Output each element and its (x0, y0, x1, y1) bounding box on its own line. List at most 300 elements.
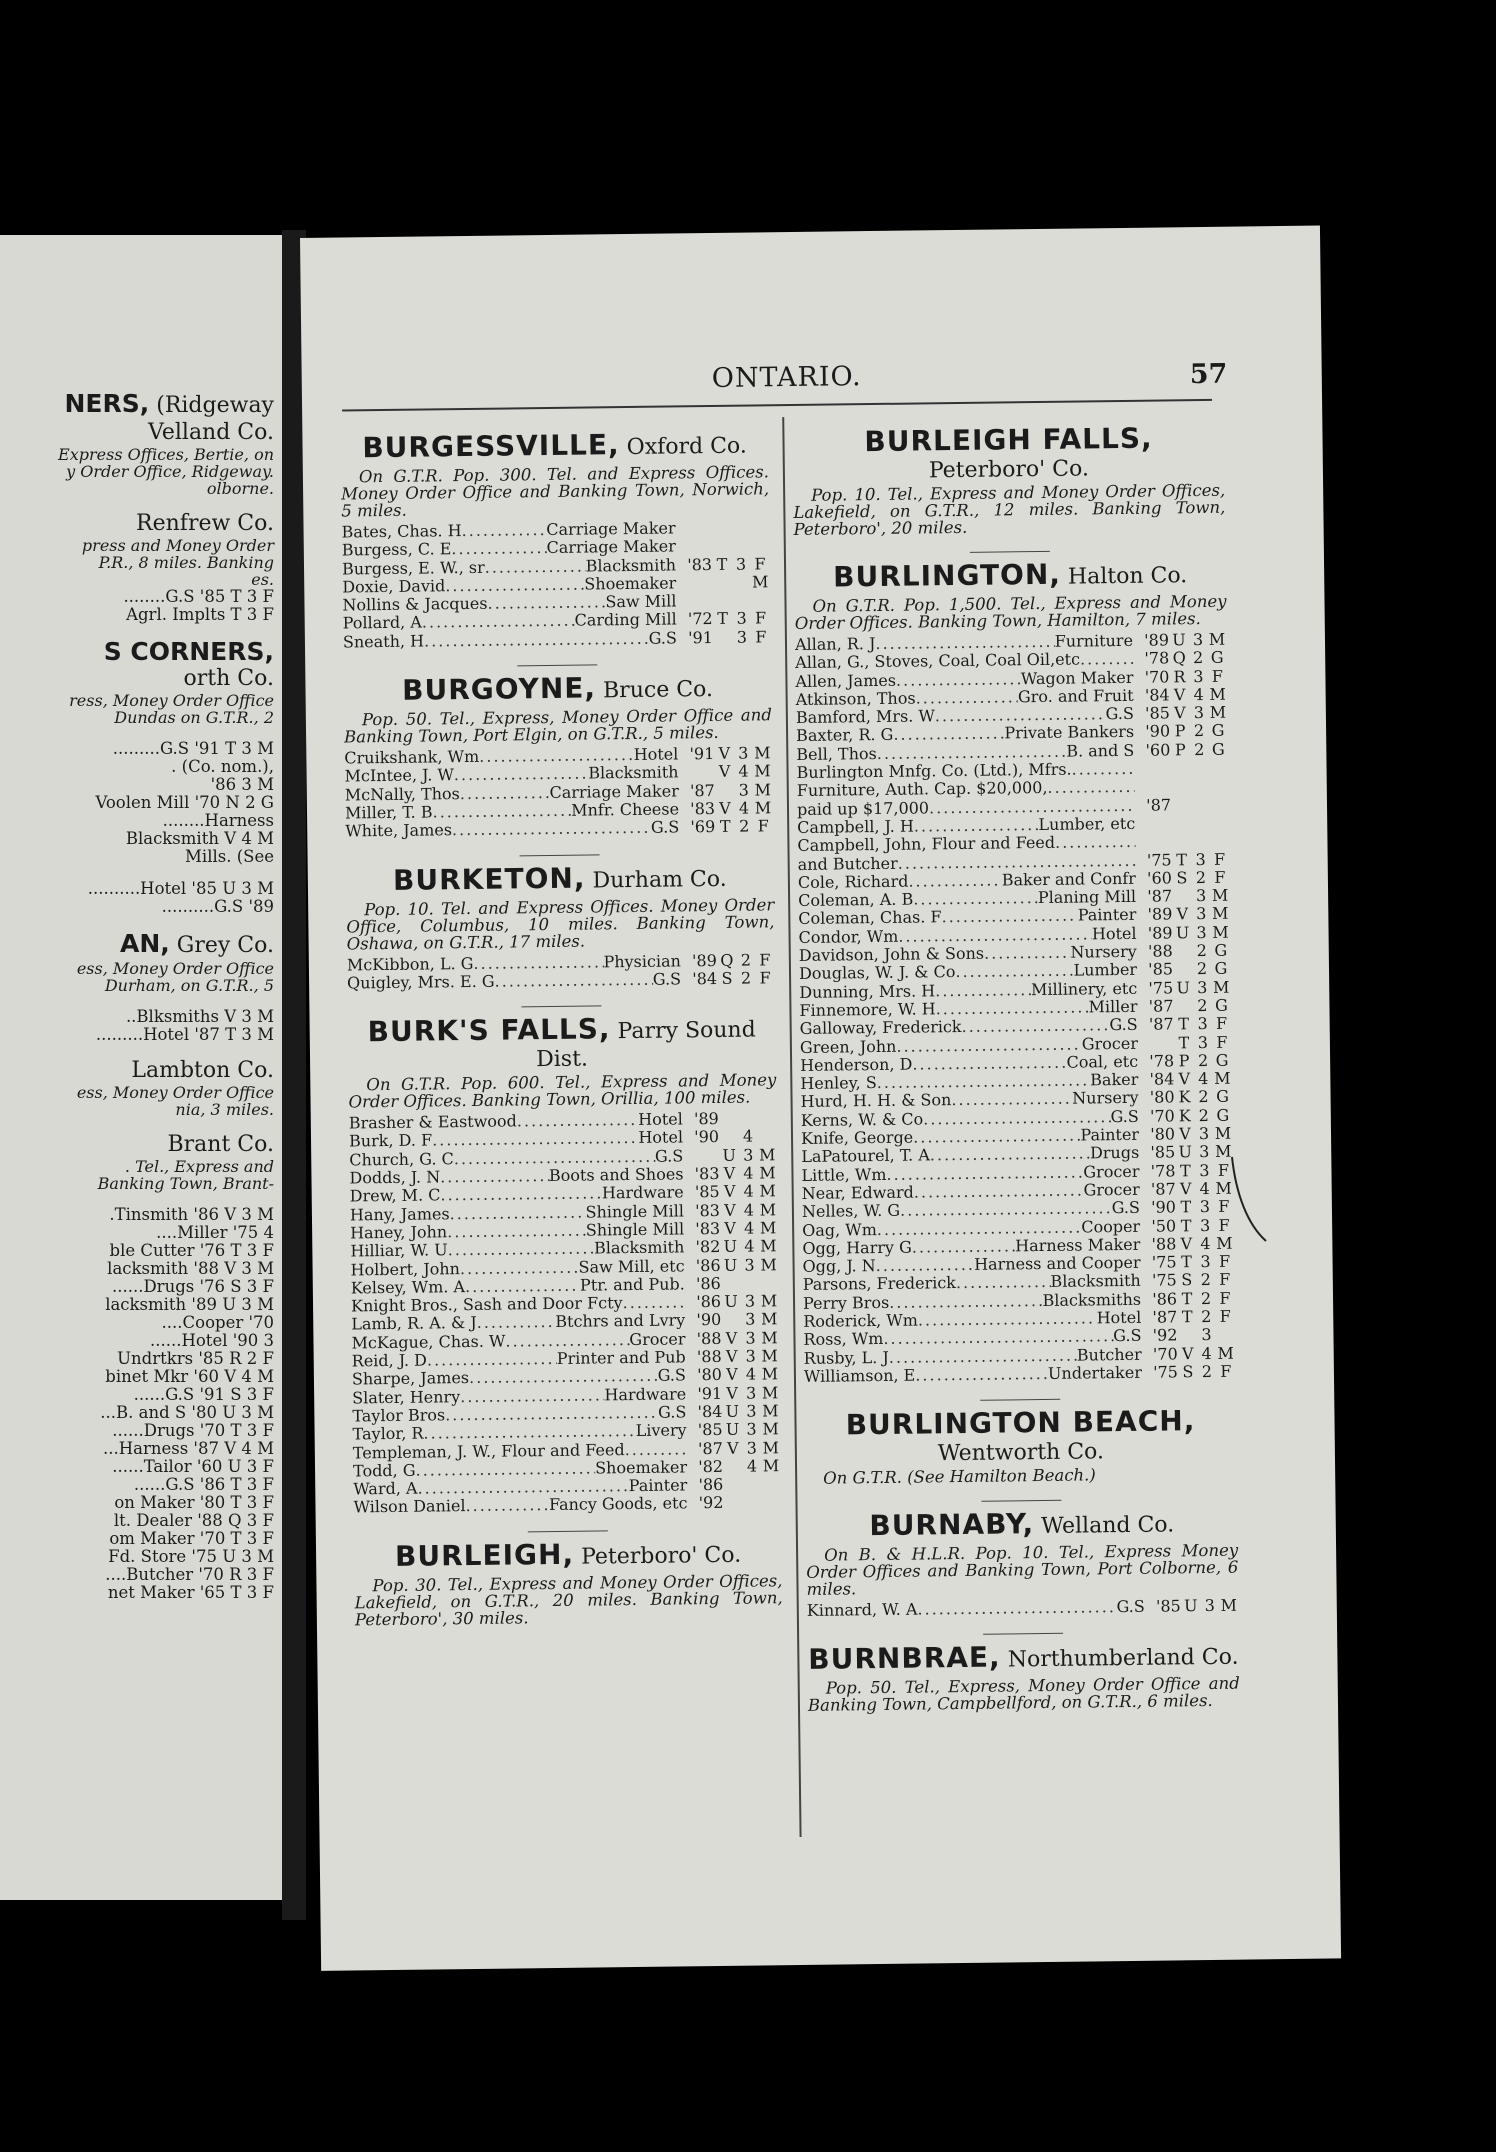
listing-name: Williamson, E (803, 1365, 916, 1386)
listing-credit: V (1173, 685, 1186, 705)
listing-name: Sharpe, James (351, 1368, 470, 1389)
leader-dots (912, 1054, 1066, 1074)
listing-capital: 3 (1197, 1032, 1209, 1052)
listing-credit: V (726, 1438, 739, 1458)
listing-credit (712, 592, 732, 611)
listing-credit: V (719, 798, 731, 818)
leader-dots (893, 725, 1004, 745)
town-description: On G.T.R. Pop. 600. Tel., Express and Money Order Offices. Banking Town, Orillia, 100 miles. (348, 1070, 777, 1112)
fragment-row: .Tinsmith '86 V 3 M (109, 1205, 274, 1224)
listing-rating: F (759, 949, 771, 970)
listing-name: Dodds, J. N (349, 1167, 441, 1188)
listing-credit: V (723, 1163, 736, 1183)
fragment-town: S CORNERS, (103, 637, 274, 666)
leader-dots (886, 1163, 1083, 1184)
town-entry (806, 1507, 1239, 1621)
leader-dots (461, 521, 546, 540)
town-description: Pop. 10. Tel., Express and Money Order Offices, Lakefield, on G.T.R., 12 miles. Banking Town, Peterboro', 20 miles. (793, 480, 1226, 539)
listing-year: '84 (1144, 685, 1170, 705)
listing-trade: Saw Mill (605, 591, 677, 612)
listing-year: '88 (696, 1328, 722, 1348)
listing-credit: T (716, 554, 728, 574)
fragment-row: .........G.S '91 T 3 M (112, 739, 274, 758)
listing-year: '89 (1147, 904, 1173, 925)
town-name: BURLEIGH FALLS, (864, 421, 1153, 459)
leader-dots (440, 1167, 549, 1187)
listing-credit: V (1178, 1069, 1191, 1089)
listing-name: Nelles, W. G (801, 1200, 901, 1222)
fragment-row: '86 3 M (210, 775, 274, 794)
leader-dots (460, 1386, 604, 1406)
fragment-gap (0, 866, 274, 880)
leader-dots (445, 575, 584, 595)
listing-rating: F (1219, 1306, 1231, 1326)
fragment-row: binet Mkr '60 V 4 M (105, 1367, 274, 1386)
listing-rating: M (1212, 904, 1229, 924)
listing-rating: F (1214, 867, 1226, 887)
listing-capital (741, 1274, 759, 1293)
town-entry (807, 1640, 1240, 1714)
listing-name: Oag, Wm (802, 1219, 877, 1240)
listing-credit: U (1183, 1596, 1198, 1616)
fragment-desc: Durham, on G.T.R., 5 (104, 976, 274, 995)
town-description: On B. & H.L.R. Pop. 10. Tel., Express Money Order Offices and Banking Town, Port Colborne, 6 miles. (806, 1540, 1239, 1600)
listing-trade: Carriage Maker (546, 518, 676, 540)
leader-dots (432, 802, 571, 822)
listing-capital: 3 (746, 1419, 757, 1439)
listing-rating: G (1216, 1105, 1230, 1125)
listing-capital: 3 (1198, 1123, 1210, 1144)
listing-name: Kerns, W. & Co (800, 1109, 924, 1130)
listing-capital: 2 (1200, 1288, 1212, 1308)
leader-dots (415, 1459, 595, 1479)
listing-capital: 3 (1195, 849, 1206, 869)
town-description: Pop. 30. Tel., Express and Money Order Offices, Lakefield, on G.T.R., 20 miles. Banking Town, Peterboro', 30 miles. (354, 1570, 783, 1630)
listing-row (347, 969, 775, 993)
listing-credit: V (723, 1182, 736, 1202)
listing-year (683, 1147, 719, 1166)
listing-name: Coleman, Chas. F (798, 907, 942, 929)
listing-rating: M (754, 779, 772, 800)
fragment-row: ..........Hotel '85 U 3 M (87, 879, 274, 898)
listing-name: paid up $17,000 (796, 798, 930, 819)
listing-trade: G.S (1116, 1596, 1145, 1617)
fragment-desc: press and Money Order (81, 536, 274, 555)
listing-rating: M (762, 1456, 780, 1476)
listing-year (678, 763, 714, 782)
listing-name: McKibbon, L. G (346, 953, 474, 975)
listing-rating (750, 537, 770, 556)
listing-year: '87 (1150, 1179, 1176, 1199)
listing-rating: F (1213, 849, 1226, 869)
county-name: Peterboro' Co. (573, 1542, 742, 1570)
listing-rating: F (759, 968, 771, 988)
listing-credit: T (1179, 1160, 1191, 1180)
leader-dots (448, 1240, 595, 1260)
listing-rating: G (1214, 940, 1228, 960)
fragment-row: ......G.S '86 T 3 F (133, 1475, 274, 1494)
listing-trade: Blacksmith (593, 1237, 685, 1258)
fragment-desc: Banking Town, Brant- (97, 1174, 274, 1193)
listing-capital: 3 (738, 743, 749, 763)
listing-credit: U (724, 1291, 738, 1312)
listing-credit (721, 1311, 741, 1330)
listing-rating: F (1219, 1288, 1231, 1308)
listing-rating: M (759, 1163, 776, 1183)
listing-capital: 3 (744, 1291, 756, 1311)
listing-rating: M (1216, 1233, 1233, 1253)
listing-trade: Grocer (1081, 1033, 1139, 1054)
listing-trade: Carriage Maker (546, 536, 676, 558)
listing-trade: G.S (654, 1146, 684, 1166)
listing-name: Ogg, Harry G (802, 1237, 912, 1258)
entry-separator (981, 1500, 1061, 1502)
fragment-desc: ess, Money Order Office (76, 959, 274, 978)
leader-dots (913, 1127, 1080, 1147)
listing-year (1135, 833, 1171, 852)
directory-page (300, 226, 1341, 1971)
listing-capital: 2 (1201, 1306, 1212, 1327)
listing-trade: G.S (1111, 1198, 1141, 1218)
town-heading (804, 1406, 1237, 1468)
listing-credit: T (1180, 1215, 1192, 1235)
listing-capital: 3 (1199, 1142, 1210, 1162)
listing-rating: M (1217, 1343, 1234, 1363)
listing-capital: 3 (1196, 922, 1207, 942)
fragment-desc: y Order Office, Ridgeway. (66, 462, 274, 481)
listing-name: Furniture, Auth. Cap. $20,000, (796, 778, 1048, 801)
fragment-desc: Express Offices, Bertie, on (58, 445, 274, 464)
listing-rating: F (1217, 1160, 1230, 1180)
listing-year (676, 537, 712, 556)
listing-year (675, 519, 711, 538)
listing-capital: 3 (743, 1145, 754, 1165)
listing-year: '88 (1151, 1234, 1177, 1254)
listing-capital: 3 (736, 609, 747, 629)
fragment-row: ......Drugs '70 T 3 F (112, 1421, 274, 1440)
listing-rating: G (1210, 648, 1224, 668)
listing-name: Knight Bros., Sash and Door Fcty (350, 1293, 623, 1316)
listing-year: '87 (1148, 1014, 1174, 1034)
listing-year: '92 (698, 1493, 724, 1513)
listing-credit: P (1178, 1051, 1190, 1071)
fragment-row: ......Drugs '76 S 3 F (111, 1277, 274, 1296)
listing-credit: S (1181, 1270, 1193, 1290)
listing-capital: 4 (746, 1456, 758, 1476)
column-left (340, 422, 783, 1644)
listing-trade: Saw Mill, etc (578, 1255, 685, 1277)
listing-name: Rusby, L. J (803, 1347, 889, 1368)
fragment-gap (0, 916, 274, 930)
listing-rating: F (1216, 1032, 1228, 1052)
listing-rating: M (754, 761, 771, 781)
listing-trade: Printer and Pub (556, 1347, 686, 1368)
listing-name: Burk, D. F (348, 1130, 433, 1151)
listing-rating: M (760, 1291, 778, 1311)
listing-trade: Baker and Confr (1001, 868, 1136, 890)
fragment-county: (Ridgeway (149, 393, 274, 418)
listing-rating: M (762, 1419, 779, 1439)
fragment-row: ....Butcher '70 R 3 F (105, 1565, 274, 1584)
listing-name: Nollins & Jacques (342, 593, 488, 615)
listing-year: '70 (1152, 1343, 1178, 1364)
listing-name: Little, Wm (801, 1164, 887, 1185)
listing-year: '83 (695, 1200, 721, 1220)
listing-trade: Painter (1080, 1124, 1140, 1145)
listing-trade: Shingle Mill (585, 1201, 685, 1222)
listing-credit: V (725, 1328, 738, 1348)
listing-credit: V (726, 1365, 738, 1385)
fragment-row: lacksmith '88 V 3 M (107, 1259, 274, 1278)
listing-capital: 3 (735, 554, 747, 574)
listing-capital: 3 (1200, 1252, 1211, 1272)
listing-year (1135, 814, 1171, 833)
listing-credit: U (722, 1145, 737, 1165)
listing-name: Kelsey, Wm. A (350, 1276, 466, 1298)
listing-trade: Wagon Maker (1020, 667, 1134, 688)
listing-rating: M (1208, 629, 1226, 649)
listing-trade: Planing Mill (1037, 886, 1137, 908)
listing-capital: 4 (744, 1236, 755, 1256)
listing-rating: G (1214, 995, 1228, 1015)
listing-capital: 3 (746, 1401, 757, 1421)
listing-rating: G (1216, 1087, 1230, 1107)
listing-year (676, 592, 712, 611)
fragment-row: ........Harness (162, 811, 274, 830)
listing-trade: Painter (628, 1475, 688, 1496)
listing-rating (761, 1494, 781, 1513)
listing-trade: Coal, etc (1066, 1051, 1139, 1072)
leader-dots (465, 1496, 549, 1515)
listing-name: Slater, Henry (352, 1386, 461, 1408)
listing-capital: 3 (746, 1438, 758, 1458)
listing-year: '83 (695, 1218, 721, 1239)
listing-credit: T (717, 609, 729, 629)
leader-dots (984, 944, 1071, 963)
listing-name: Hany, James (349, 1203, 450, 1225)
listing-rating: M (759, 1199, 777, 1220)
listing-rating (1209, 814, 1229, 833)
listing-capital (1191, 832, 1209, 851)
listing-trade: Hardware (604, 1383, 687, 1404)
listing-name: Campbell, John, Flour and Feed (797, 833, 1056, 856)
listing-credit: T (1181, 1288, 1193, 1308)
listing-trade: G.S (648, 628, 678, 648)
listing-credit: S (1176, 868, 1188, 888)
leader-dots (956, 1273, 1051, 1292)
listing-year (1134, 759, 1170, 778)
leader-dots (936, 998, 1089, 1018)
listing-year: '80 (1149, 1087, 1175, 1108)
listing-name: Knife, George (800, 1127, 914, 1148)
listing-credit: V (1181, 1343, 1194, 1363)
listing-rating (757, 1109, 777, 1128)
listing-capital: 4 (738, 761, 749, 782)
listing-name: Taylor, R (352, 1423, 424, 1444)
listing-credit: T (1180, 1197, 1192, 1217)
listing-year: '84 (697, 1401, 723, 1422)
listing-capital: 3 (1195, 886, 1207, 906)
listing-year: '85 (1148, 959, 1174, 980)
listing-year: '85 (694, 1182, 720, 1202)
listing-capital: 2 (739, 816, 750, 836)
listing-trade: Btchrs and Lvry (555, 1310, 686, 1332)
listing-trade: Blacksmiths (1042, 1289, 1142, 1310)
listing-year: '89 (691, 950, 717, 970)
listing-year: '87 (689, 780, 715, 800)
listing-capital (1191, 777, 1209, 796)
listing-credit: U (725, 1419, 740, 1440)
fragment-desc: P.R., 8 miles. Banking (98, 553, 274, 572)
listing-year: '78 (1150, 1160, 1176, 1181)
fragment-town: NERS, (64, 389, 150, 418)
listing-capital: 4 (1198, 1069, 1209, 1089)
town-description: Pop. 50. Tel., Express, Money Order Office and Banking Town, Campbellford, on G.T.R., 6 miles. (807, 1674, 1240, 1716)
listing-year: '87 (1152, 1307, 1178, 1327)
listing-name: Burgess, E. W., sr (341, 557, 485, 579)
listing-name: Near, Edward (801, 1182, 914, 1203)
listing-trade: Livery (635, 1420, 687, 1441)
fragment-county-line: Lambton Co. (131, 1058, 274, 1083)
listing-rating: M (760, 1309, 778, 1329)
listing-capital: 2 (1194, 739, 1205, 759)
listing-trade: Boots and Shoes (548, 1164, 684, 1186)
listing-trade: Gro. and Fruit (1017, 685, 1134, 707)
listing-credit: K (1178, 1105, 1191, 1126)
leader-dots (424, 630, 649, 651)
county-name: Durham Co. (585, 866, 727, 894)
fragment-gap (0, 497, 274, 511)
listing-capital: 2 (1193, 721, 1205, 741)
listing-capital: 2 (740, 950, 752, 970)
listing-capital: 4 (1200, 1233, 1211, 1253)
listing-rating: F (754, 553, 766, 574)
listing-name: White, James (345, 820, 453, 841)
listing-name: Quigley, Mrs. E. G (346, 971, 495, 993)
fragment-row: ..........G.S '89 (161, 897, 274, 916)
listing-name: Davidson, John & Sons (798, 943, 985, 966)
listing-trade: Shoemaker (595, 1457, 688, 1478)
listing-name: Condor, Wm (798, 926, 899, 947)
listing-rating: F (1220, 1361, 1232, 1381)
leader-dots (473, 953, 603, 973)
listing-capital: 3 (1193, 666, 1204, 686)
listing-year: '50 (1151, 1215, 1177, 1236)
listing-name: Burgess, C. E (341, 539, 452, 560)
listing-year: '82 (695, 1237, 721, 1257)
listing-year: '85 (697, 1420, 723, 1440)
fragment-gap (0, 994, 274, 1008)
listing-credit (1171, 832, 1191, 851)
listing-trade: Hardware (601, 1182, 684, 1203)
listing-capital: 3 (1199, 1215, 1211, 1235)
listing-rating (750, 591, 770, 610)
fragment-county-line: Velland Co. (147, 420, 274, 445)
listing-name: Bamford, Mrs. W (795, 706, 935, 728)
fragment-row: Fd. Store '75 U 3 M (108, 1547, 274, 1566)
town-name: BURK'S FALLS, (367, 1012, 611, 1049)
leader-dots (889, 1292, 1043, 1312)
fragment-heading (0, 390, 274, 420)
fragment-gap (0, 1044, 274, 1058)
town-entry (348, 1012, 782, 1517)
entry-separator (980, 1399, 1060, 1401)
fragment-row: Voolen Mill '70 N 2 G (95, 793, 274, 812)
listing-capital: 4 (1193, 684, 1204, 705)
listing-capital: 3 (1193, 703, 1205, 723)
listing-name: Church, G. C (349, 1148, 454, 1170)
listing-rating (759, 1274, 779, 1293)
listing-trade: Nursery (1072, 1088, 1139, 1109)
listing-trade: Miller (1088, 996, 1138, 1017)
pencil-mark (1230, 1155, 1270, 1245)
listing-credit: V (725, 1346, 738, 1366)
town-entry (794, 558, 1236, 1386)
listing-name: Henderson, D (800, 1054, 913, 1075)
fragment-row: ......Tailor '60 U 3 F (112, 1457, 274, 1476)
listing-trade: Fancy Goods, etc (548, 1493, 688, 1515)
listing-year: '69 (690, 817, 716, 837)
leader-dots (908, 871, 1002, 890)
listing-capital: 2 (1197, 1050, 1209, 1070)
fragment-row: om Maker '70 T 3 F (109, 1529, 274, 1548)
listing-credit: U (1175, 922, 1190, 943)
fragment-county-line: Renfrew Co. (136, 511, 274, 536)
listing-rating: M (1214, 1123, 1232, 1143)
listing-year: '84 (1149, 1069, 1175, 1089)
listing-year: '83 (694, 1163, 720, 1184)
listing-trade: Carding Mill (574, 609, 677, 631)
listing-trade: Drugs (1089, 1143, 1140, 1163)
listing-rating: M (1212, 977, 1230, 997)
town-heading (348, 1012, 777, 1074)
listing-credit: U (1172, 630, 1186, 650)
listing-capital: 2 (1201, 1361, 1213, 1381)
listing-name: Hurd, H. H. & Son (800, 1090, 952, 1112)
listing-rating: G (1211, 721, 1225, 741)
leader-dots (955, 962, 1073, 982)
town-entry (346, 861, 776, 993)
fragment-row: Undrtkrs '85 R 2 F (117, 1349, 274, 1368)
listing-name: Dunning, Mrs. H (799, 980, 936, 1002)
leader-dots (440, 1185, 602, 1205)
listing-name: Sneath, H (342, 631, 425, 652)
entry-separator (521, 1006, 601, 1008)
listing-name: and Butcher (797, 853, 898, 874)
listing-year: '70 (1144, 667, 1170, 687)
listing-credit: P (1174, 721, 1186, 741)
leader-dots (427, 1350, 557, 1370)
listing-rating: M (1215, 1178, 1232, 1198)
listing-credit: T (1181, 1307, 1193, 1327)
listing-trade: Carriage Maker (549, 781, 679, 802)
listing-year: '82 (698, 1456, 724, 1477)
leader-dots (460, 784, 550, 803)
county-name: Welland Co. (1034, 1512, 1175, 1540)
town-name: BURLEIGH, (394, 1537, 575, 1573)
listing-year: '89 (1147, 923, 1173, 943)
listing-year: '85 (1150, 1142, 1176, 1162)
town-name: BURNBRAE, (808, 1641, 1001, 1677)
listing-credit (1177, 1326, 1197, 1345)
listing-name: Reid, J. D (351, 1350, 428, 1371)
listing-year: '60 (1147, 868, 1172, 888)
leader-dots (623, 1294, 686, 1313)
leader-dots (494, 971, 652, 991)
town-description: On G.T.R. (See Hamilton Beach.) (823, 1465, 1096, 1488)
listing-capital: 3 (745, 1346, 756, 1366)
fragment-heading (0, 930, 274, 960)
